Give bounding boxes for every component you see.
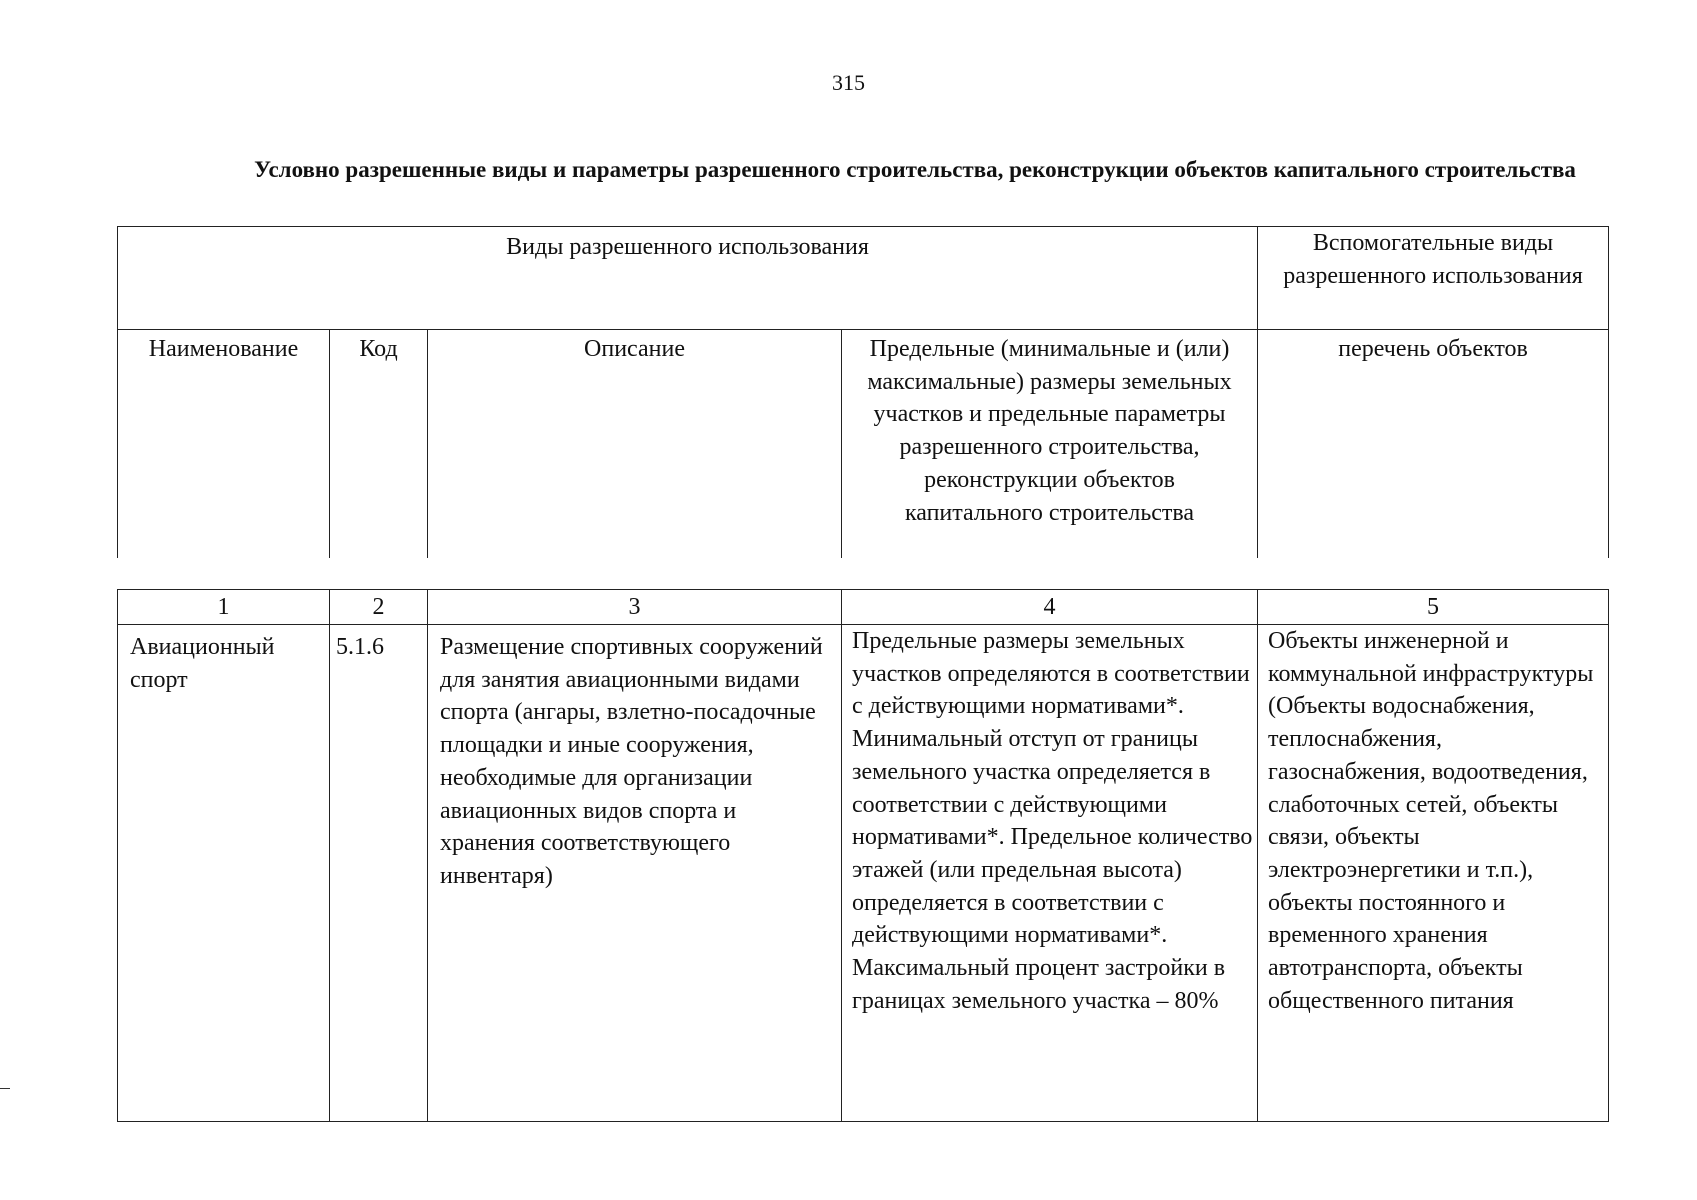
header-group-row	[118, 227, 1609, 330]
margin-tick-mark	[0, 1088, 10, 1089]
cell-name: Авиационный спорт	[118, 625, 330, 1122]
header-group-auxiliary-uses: Вспомогательные виды разрешенного использования	[1258, 227, 1609, 330]
header-col-limits: Предельные (минимальные и (или) максимальные) размеры земельных участков и предельные параметры разрешенного строительства, реконструкции объектов капитального строительства	[842, 330, 1258, 559]
cell-code: 5.1.6	[330, 625, 428, 1122]
header-col-name: Наименование	[118, 330, 330, 559]
table-header	[117, 226, 1609, 558]
header-col-code: Код	[330, 330, 428, 559]
header-col-aux-list: перечень объектов	[1258, 330, 1609, 559]
table-title: Условно разрешенные виды и параметры разрешенного строительства, реконструкции объектов капитального строительства	[254, 157, 1576, 182]
cell-limits: Предельные размеры земельных участков определяются в соответствии с действующими нормативами*. Минимальный отступ от границы земельного участка определяется в соответствии с действующими нормативами*. Предельное количество этажей (или предельная высота) определяется в соответствии с действующими нормативами*. Максимальный процент застройки в границах земельного участка – 80%	[842, 625, 1258, 1122]
page-number: 315	[832, 70, 865, 95]
column-number-3: 3	[428, 590, 842, 625]
column-number-row	[118, 590, 1609, 625]
header-column-row	[118, 330, 1609, 559]
column-number-4: 4	[842, 590, 1258, 625]
column-number-5: 5	[1258, 590, 1609, 625]
column-number-2: 2	[330, 590, 428, 625]
cell-description: Размещение спортивных сооружений для занятия авиационными видами спорта (ангары, взлетно-посадочные площадки и иные сооружения, необходимые для организации авиационных видов спорта и хранения соответствующего инвентаря)	[428, 625, 842, 1122]
column-number-1: 1	[118, 590, 330, 625]
header-group-permitted-uses: Виды разрешенного использования	[118, 227, 1258, 330]
header-col-description: Описание	[428, 330, 842, 559]
table-body	[117, 589, 1609, 1122]
table-row	[118, 625, 1609, 1122]
cell-aux-objects: Объекты инженерной и коммунальной инфраструктуры (Объекты водоснабжения, теплоснабжения, газоснабжения, водоотведения, слаботочных сетей, объекты связи, объекты электроэнергетики и т.п.), объекты постоянного и временного хранения автотранспорта, объекты общественного питания	[1258, 625, 1609, 1122]
